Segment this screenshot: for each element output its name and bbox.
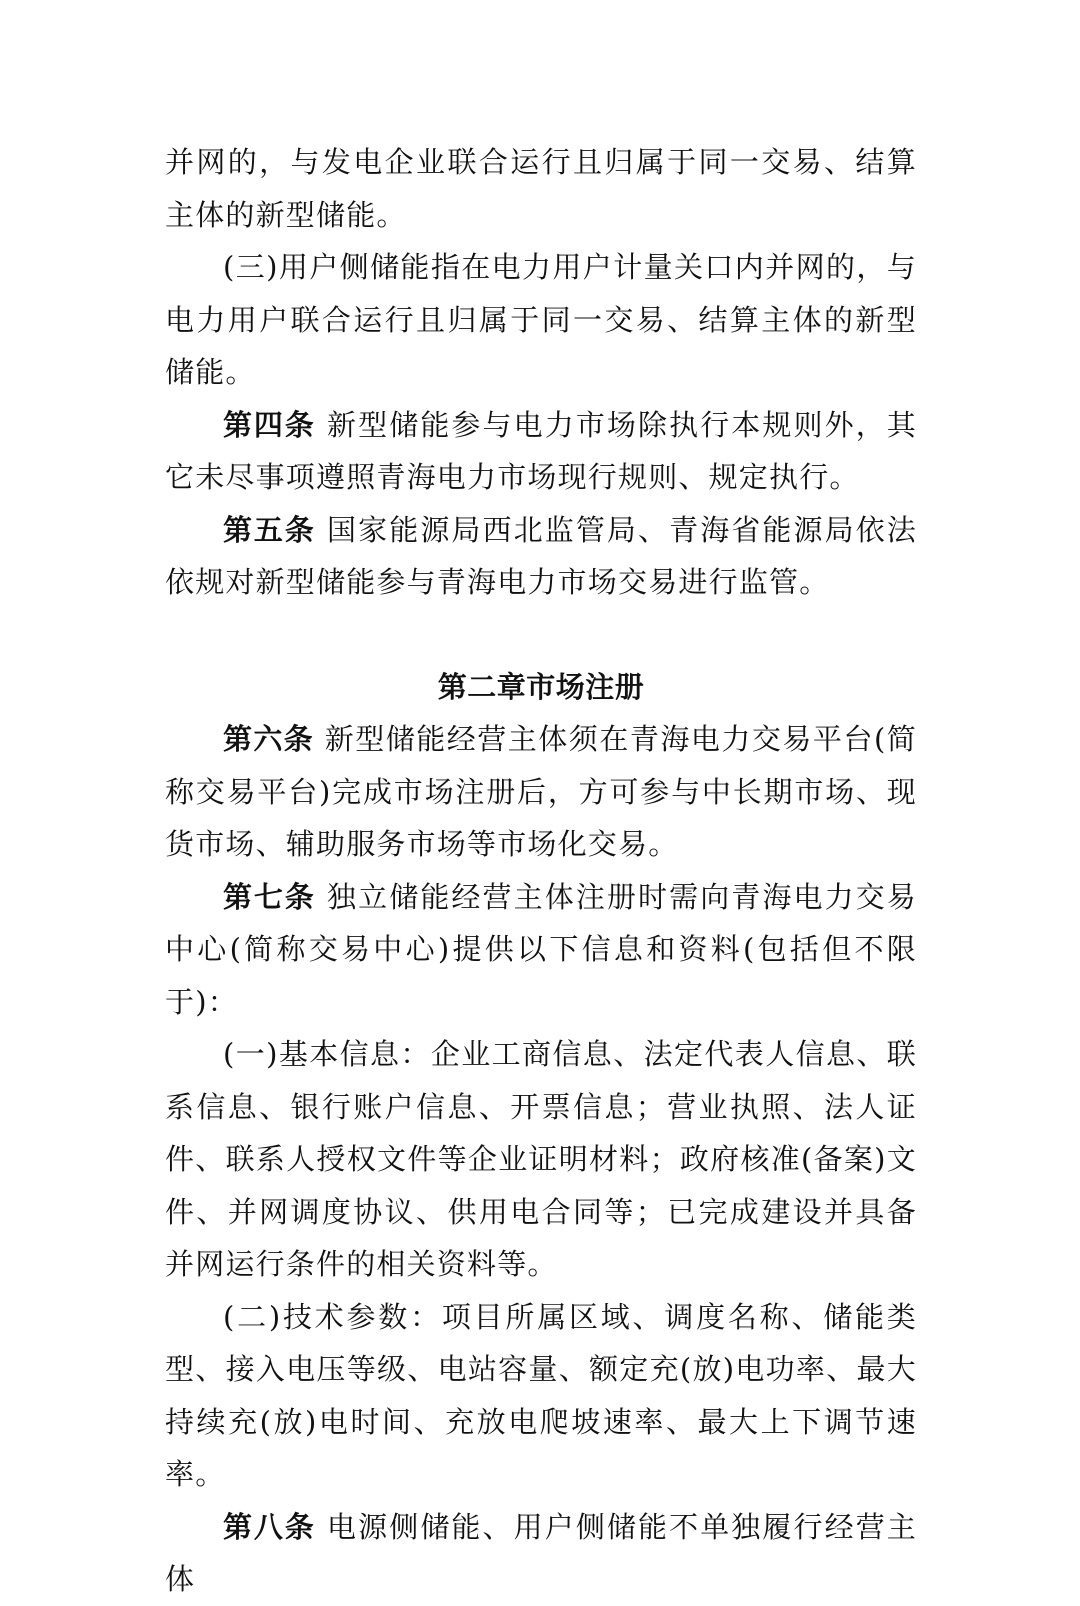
article-7 bbox=[165, 871, 917, 1029]
paragraph-text: (一)基本信息：企业工商信息、法定代表人信息、联系信息、银行账户信息、开票信息；营业执照、法人证件、联系人授权文件等企业证明材料；政府核准(备案)文件、并网调度协议、供用电合同等；已完成建设并具备并网运行条件的相关资料等。 bbox=[165, 1037, 917, 1281]
article-8 bbox=[165, 1501, 917, 1606]
paragraph-text: (二)技术参数：项目所属区域、调度名称、储能类型、接入电压等级、电站容量、额定充(放)电功率、最大持续充(放)电时间、充放电爬坡速率、最大上下调节速率。 bbox=[165, 1299, 917, 1491]
paragraph-text: 国家能源局西北监管局、青海省能源局依法依规对新型储能参与青海电力市场交易进行监管。 bbox=[165, 512, 917, 599]
article-heading: 第八条 bbox=[223, 1509, 316, 1544]
article-5 bbox=[165, 504, 917, 609]
article-heading: 第六条 bbox=[223, 722, 314, 756]
paragraph-basic-info bbox=[165, 1028, 917, 1291]
paragraph-text: 新型储能参与电力市场除执行本规则外，其它未尽事项遵照青海电力市场现行规则、规定执行。 bbox=[165, 407, 917, 494]
paragraph-text: 新型储能经营主体须在青海电力交易平台(简称交易平台)完成市场注册后，方可参与中长期市场、现货市场、辅助服务市场等市场化交易。 bbox=[165, 722, 917, 861]
paragraph-2 bbox=[165, 241, 917, 399]
paragraph-text: 独立储能经营主体注册时需向青海电力交易中心(简称交易中心)提供以下信息和资料(包括但不限于)： bbox=[165, 879, 917, 1019]
article-heading: 第五条 bbox=[223, 512, 316, 547]
article-heading: 第七条 bbox=[223, 879, 316, 914]
section-gap bbox=[165, 609, 917, 661]
article-heading: 第四条 bbox=[223, 407, 316, 442]
document-page bbox=[165, 136, 917, 1606]
chapter-title: 第二章市场注册 bbox=[437, 669, 645, 704]
article-4 bbox=[165, 399, 917, 504]
paragraph-1 bbox=[165, 136, 917, 241]
paragraph-text: 电源侧储能、用户侧储能不单独履行经营主体 bbox=[165, 1509, 917, 1596]
paragraph-text: (三)用户侧储能指在电力用户计量关口内并网的，与电力用户联合运行且归属于同一交易、结算主体的新型储能。 bbox=[165, 250, 917, 389]
paragraph-text: 并网的，与发电企业联合运行且归属于同一交易、结算主体的新型储能。 bbox=[165, 145, 917, 232]
article-6 bbox=[165, 713, 917, 871]
paragraph-tech-params bbox=[165, 1291, 917, 1501]
